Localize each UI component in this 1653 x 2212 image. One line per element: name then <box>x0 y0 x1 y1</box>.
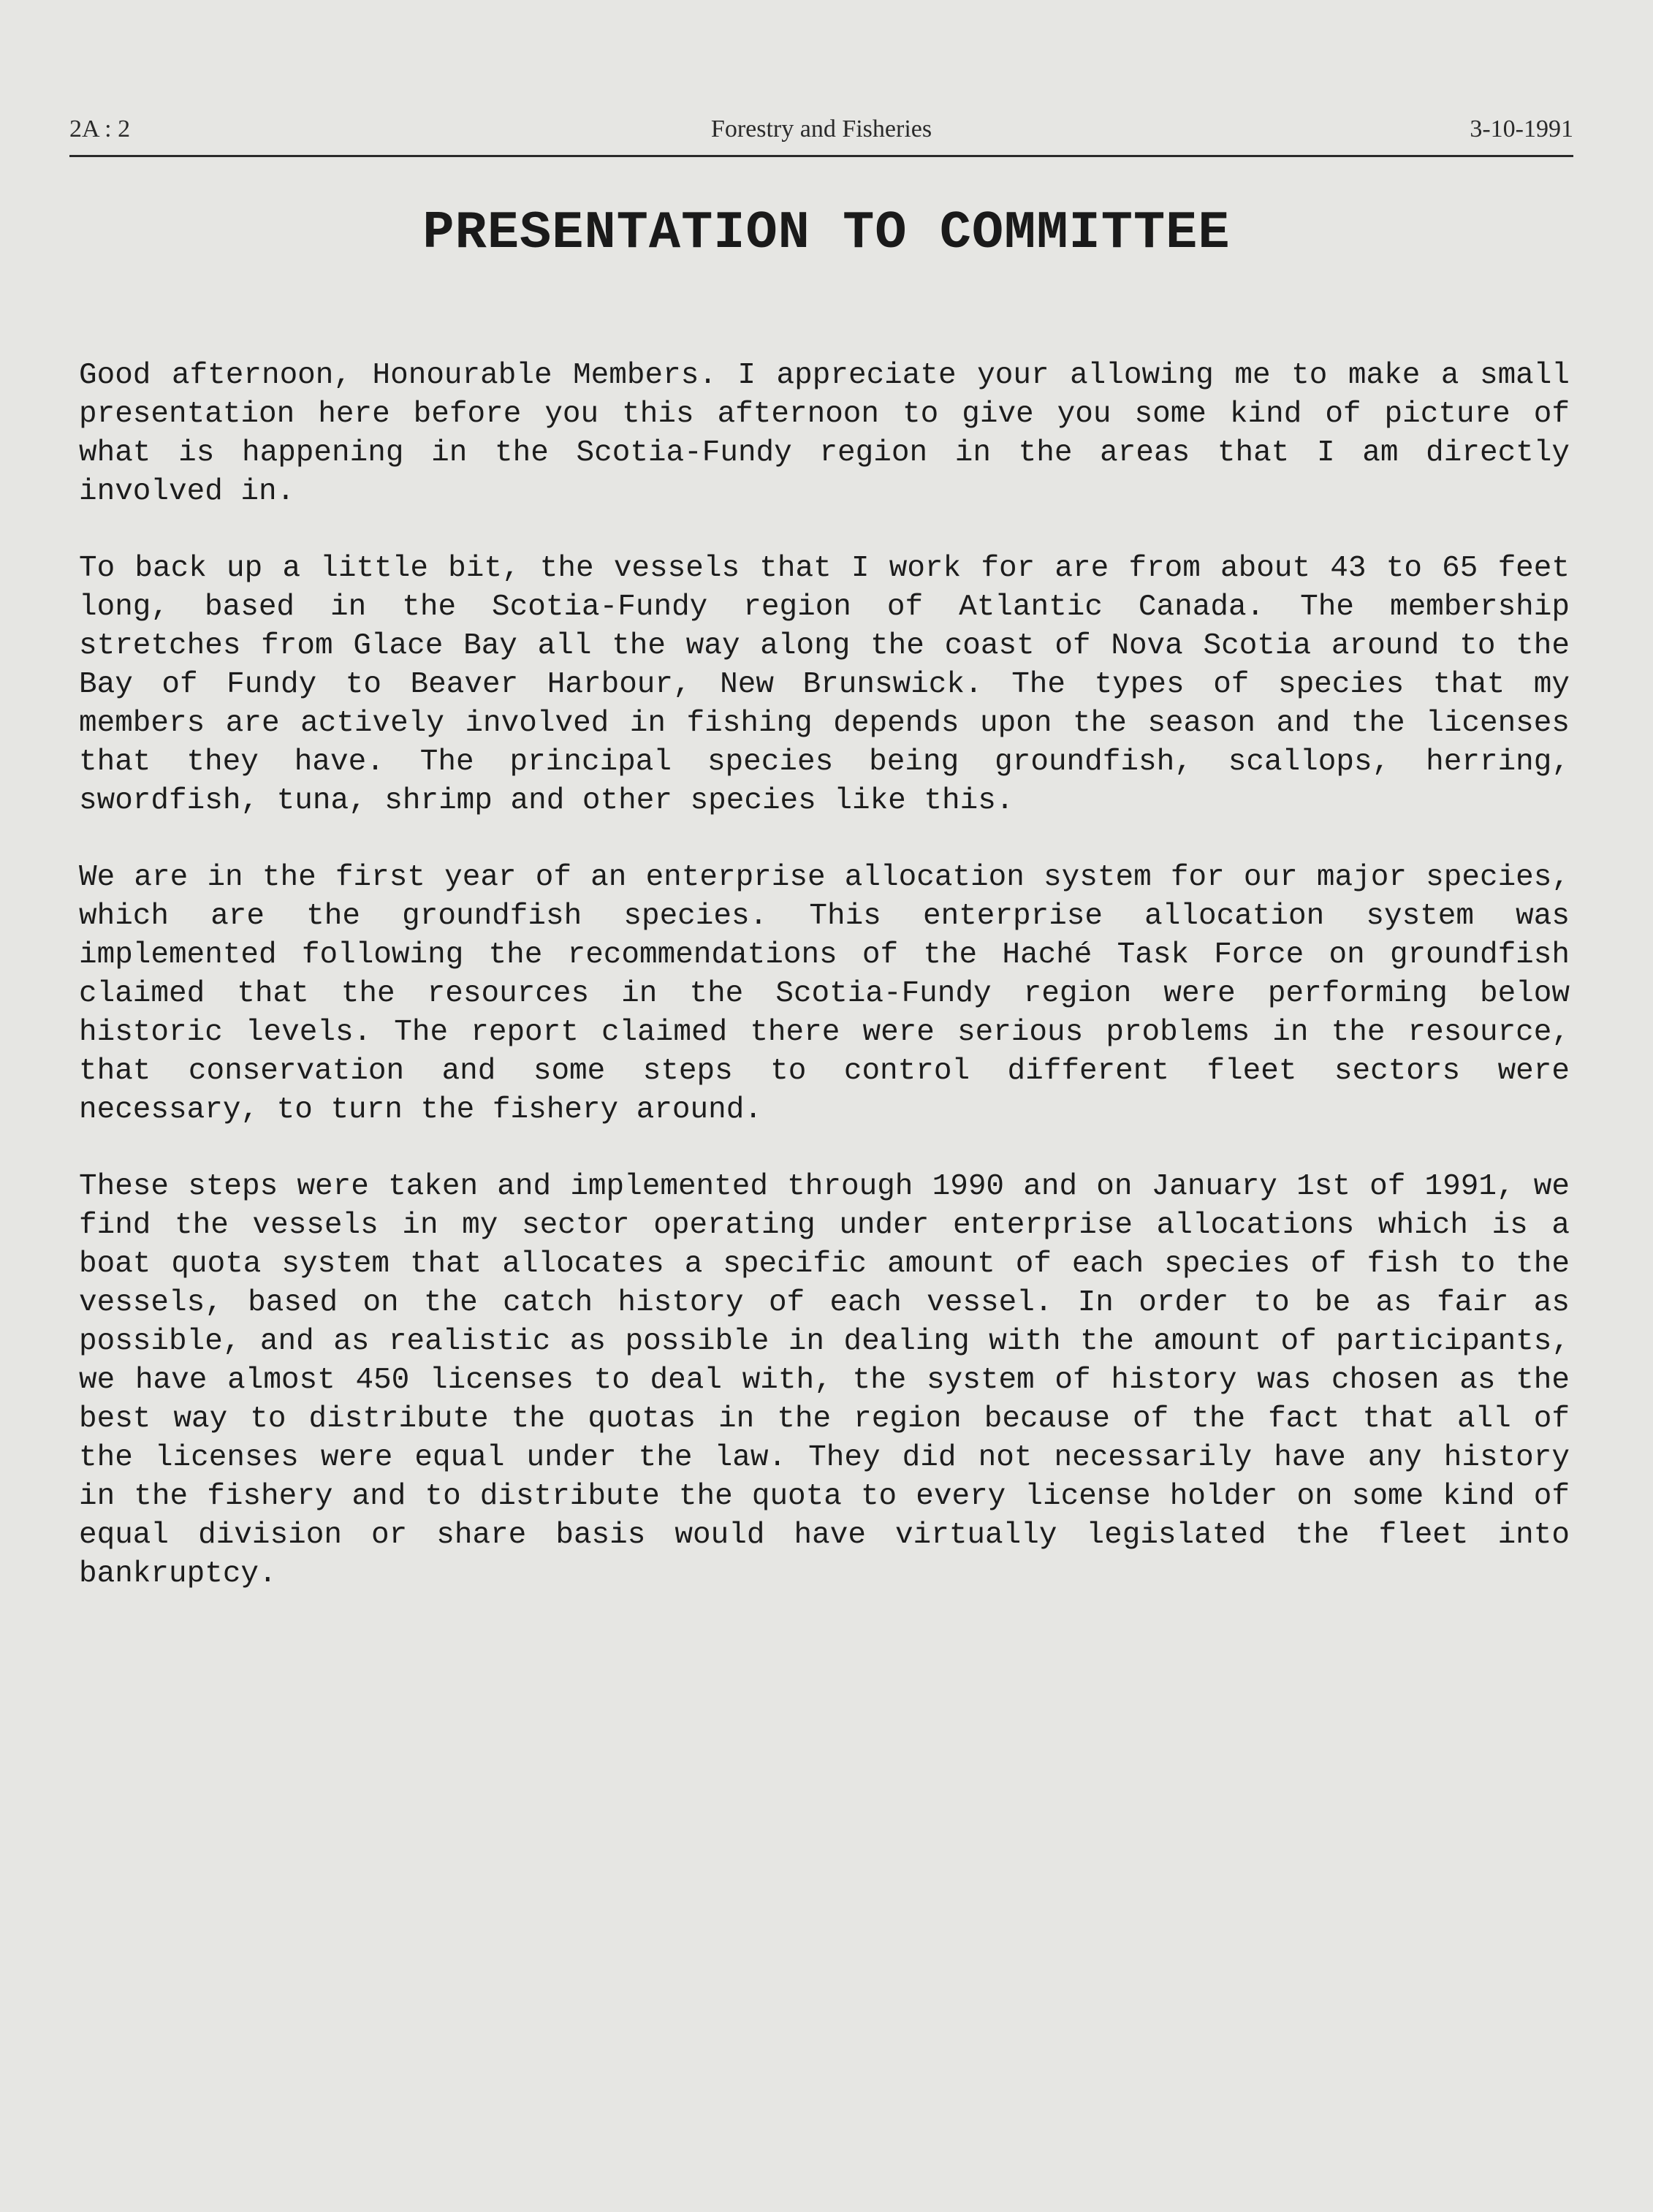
running-title: Forestry and Fisheries <box>710 115 932 142</box>
body-text <box>79 357 1570 1632</box>
paragraph: Good afternoon, Honourable Members. I appreciate your allowing me to make a small presentation here before you this afternoon to give you some kind of picture of what is happening in the Scotia-Fundy region in the areas that I am directly involved in. <box>79 359 1570 509</box>
page-header <box>69 115 1573 152</box>
paragraph: We are in the first year of an enterprise allocation system for our major species, which are the groundfish species. This enterprise allocation system was implemented following the recommendations of the Haché Task Force on groundfish claimed that the resources in the Scotia-Fundy region were performing below historic levels. The report claimed there were serious problems in the resource, that conservation and some steps to control different fleet sectors were necessary, to turn the fishery around. <box>79 861 1570 1127</box>
page-number: 2A : 2 <box>69 115 131 142</box>
header-date: 3-10-1991 <box>1470 115 1573 142</box>
paragraph: To back up a little bit, the vessels that I work for are from about 43 to 65 feet long, based in the Scotia-Fundy region of Atlantic Canada. The membership stretches from Glace Bay all the way along the coast of Nova Scotia around to the Bay of Fundy to Beaver Harbour, New Brunswick. The types of species that my members are actively involved in fishing depends upon the season and the licenses that they have. The principal species being groundfish, scallops, herring, swordfish, tuna, shrimp and other species like this. <box>79 552 1570 818</box>
header-rule <box>69 155 1573 157</box>
page-title: PRESENTATION TO COMMITTEE <box>422 203 1231 263</box>
paragraph: These steps were taken and implemented through 1990 and on January 1st of 1991, we find the vessels in my sector operating under enterprise allocations which is a boat quota system that allocates a specific amount of each species of fish to the vessels, based on the catch history of each vessel. In order to be as fair as possible, and as realistic as possible in dealing with the amount of participants, we have almost 450 licenses to deal with, the system of history was chosen as the best way to distribute the quotas in the region because of the fact that all of the licenses were equal under the law. They did not necessarily have any history in the fishery and to distribute the quota to every license holder on some kind of equal division or share basis would have virtually legislated the fleet into bankruptcy. <box>79 1170 1570 1591</box>
